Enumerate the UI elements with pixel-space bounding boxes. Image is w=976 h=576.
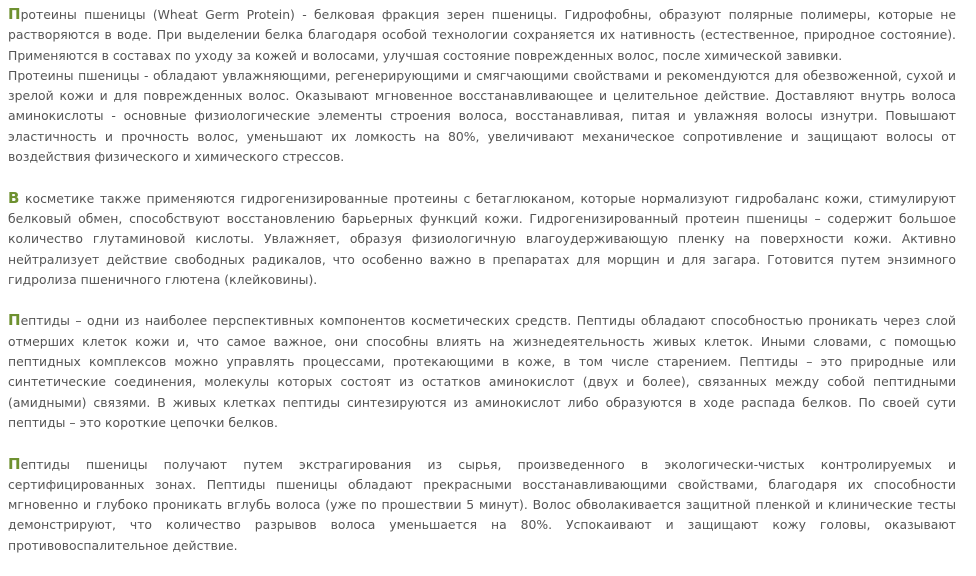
paragraph-text: Протеины пшеницы - обладают увлажняющими, регенерирующими и смягчающими свойствами и рекомендуются для обезвоженной, сухой и зрелой кожи и для поврежденных волос. Оказывают мгновенное восстанавливающее и целительное действие. Доставляют внутрь волоса аминокислоты - основные физиологические элементы строения волоса, восстанавливая, питая и увлажняя волосы изнутри. Повышают эластичность и прочность волос, уменьшают их ломкость на 80%, увеличивают механическое сопротивление и защищают волосы от воздействия физического и химического стрессов. — [8, 67, 956, 165]
drop-cap-letter: П — [8, 311, 21, 330]
paragraph-text: косметике также применяются гидрогенизированные протеины с бетаглюканом, которые нормализуют гидробаланс кожи, стимулируют белковый обмен, способствуют восстановлению барьерных функций кожи. Гидрогенизированный протеин пшеницы – содержит большое количество глутаминовой кислоты. Увлажняет, образуя физиологичную влагоудерживающую пленку на поверхности кожи. Активно нейтрализует действие свободных радикалов, что особенно важно в препаратах для морщин и для загара. Готовится путем энзимного гидролиза пшеничного глютена (клейковины). — [8, 190, 956, 287]
paragraph-text: ротеины пшеницы (Wheat Germ Protein) - белковая фракция зерен пшеницы. Гидрофобны, образуют полярные полимеры, которые не растворяются в воде. При выделении белка благодаря особой технологии сохраняется их нативность (естественное, природное состояние). Применяются в составах по уходу за кожей и волосами, улучшая состояние поврежденных волос, после химической завивки. — [8, 7, 956, 63]
paragraph-text: ептиды – одни из наиболее перспективных компонентов косметических средств. Пептиды обладают способностью проникать через слой отмерших клеток кожи и, что самое важное, они способны влиять на жизнедеятельность живых клеток. Иными словами, с помощью пептидных комплексов можно управлять процессами, протекающими в коже, в том числе старением. Пептиды – это природные или синтетические соединения, молекулы которых состоят из остатков аминокислот (двух и более), связанных между собой пептидными (амидными) связями. В живых клетках пептиды синтезируются из аминокислот либо образуются в ходе распада белков. По своей сути пептиды – это короткие цепочки белков. — [8, 313, 956, 430]
drop-cap-letter: П — [8, 5, 21, 23]
article-body — [8, 4, 956, 576]
paragraph-wheat-peptides — [8, 454, 956, 556]
paragraph-hydrogenated-protein — [8, 188, 956, 290]
paragraph-peptides — [8, 310, 956, 433]
paragraph-wheat-protein-intro — [8, 4, 956, 167]
paragraph-text: ептиды пшеницы получают путем экстрагирования из сырья, произведенного в экологически-чистых контролируемых и сертифицированных зонах. Пептиды пшеницы обладают прекрасными восстанавливающими свойствами, благодаря их способности мгновенно и глубоко проникать вглубь волоса (уже по прошествии 5 минут). Волос обволакивается защитной пленкой и клинические тесты демонстрируют, что количество разрывов волоса уменьшается на 80%. Успокаивают и защищают кожу головы, оказывают противовоспалительное действие. — [8, 456, 956, 553]
drop-cap-letter: В — [8, 188, 20, 207]
drop-cap-letter: П — [8, 454, 21, 473]
